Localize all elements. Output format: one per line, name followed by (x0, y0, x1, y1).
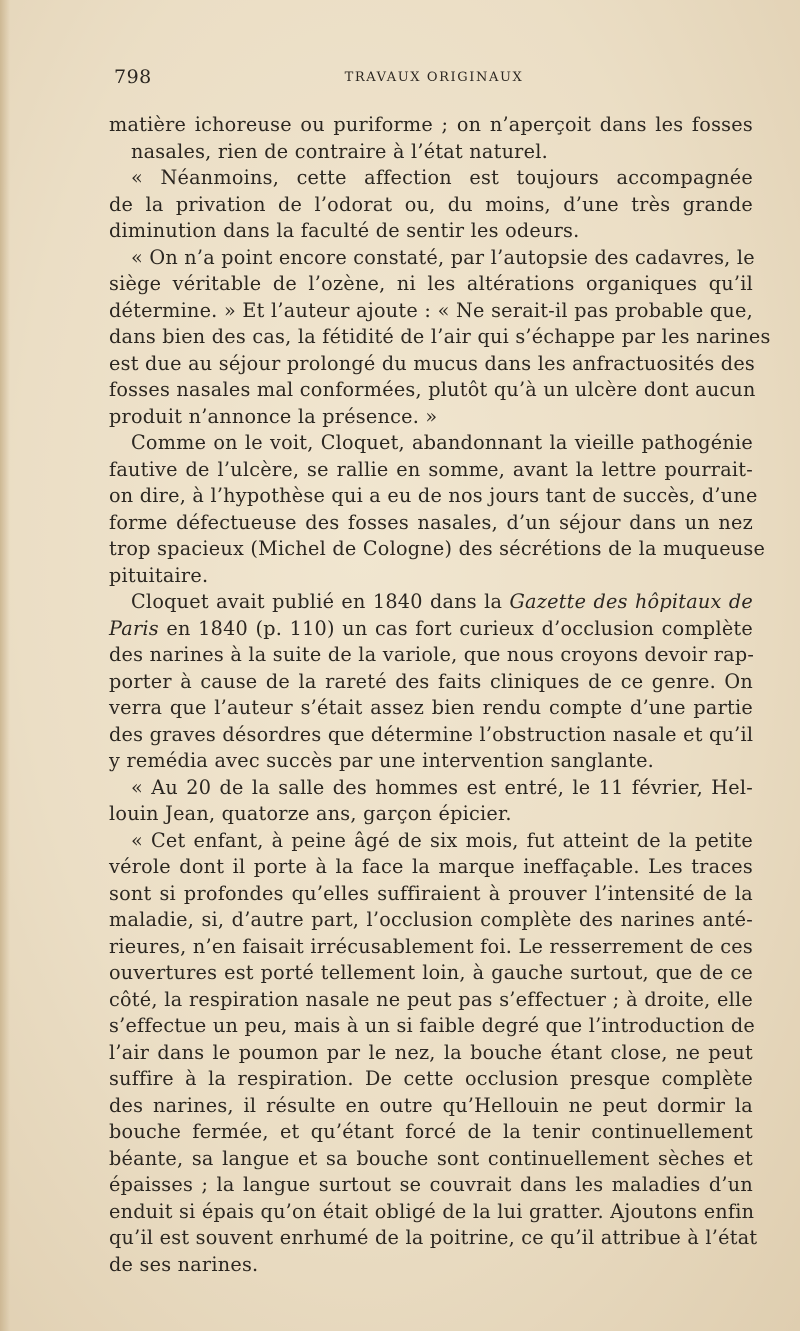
text-line: vérole dont il porte à la face la marque ineffaçable. Les traces (109, 855, 753, 878)
text-line: pituitaire. (109, 563, 209, 587)
text-line: diminution dans la faculté de sentir les odeurs. (109, 219, 580, 242)
text-line: on dire, à l’hypothèse qui a eu de nos jours tant de succès, d’une (109, 484, 758, 507)
text-line: enduit si épais qu’on était obligé de la lui gratter. Ajoutons enfin (109, 1199, 755, 1223)
text-line: qu’il est souvent enrhumé de la poitrine, ce qu’il attribue à l’état (109, 1226, 758, 1249)
journal-title: Paris (109, 616, 159, 640)
text-line: fosses nasales mal conformées, plutôt qu’à un ulcère dont aucun (109, 378, 756, 401)
text-line: sont si profondes qu’elles suffiraient à prouver l’intensité de la (109, 881, 753, 905)
text-line: « Au 20 de la salle des hommes est entré, le 11 février, Hel- (131, 775, 753, 799)
text-line: épaisses ; la langue surtout se couvrait dans les maladies d’un (109, 1173, 753, 1196)
text-run: Cloquet avait publié en 1840 dans la (131, 590, 510, 613)
text-line: des narines, il résulte en outre qu’Hellouin ne peut dormir la (109, 1093, 753, 1117)
text-line: l’air dans le poumon par le nez, la bouche étant close, ne peut (109, 1040, 753, 1064)
body-text (109, 112, 771, 1278)
running-title: TRAVAUX ORIGINAUX (344, 70, 524, 85)
text-line: siège véritable de l’ozène, ni les altérations organiques qu’il (109, 272, 753, 295)
text-line: ouvertures est porté tellement loin, à gauche surtout, que de ce (109, 961, 753, 984)
text-line: de ses narines. (109, 1252, 259, 1276)
page-edge-shadow (0, 0, 10, 1331)
text-line (109, 616, 753, 643)
text-line: porter à cause de la rareté des faits cliniques de ce genre. On (109, 669, 753, 693)
text-line: produit n’annonce la présence. » (109, 404, 438, 428)
text-line: trop spacieux (Michel de Cologne) des sécrétions de la muqueuse (109, 537, 766, 560)
text-line (109, 589, 753, 616)
text-line: louin Jean, quatorze ans, garçon épicier. (109, 802, 512, 825)
text-line: béante, sa langue et sa bouche sont continuellement sèches et (109, 1146, 753, 1170)
text-line: verra que l’auteur s’était assez bien rendu compte d’une partie (109, 696, 753, 719)
text-line: de la privation de l’odorat ou, du moins, d’une très grande (109, 192, 753, 216)
text-line: des narines à la suite de la variole, que nous croyons devoir rap- (109, 643, 755, 666)
text-line: nasales, rien de contraire à l’état naturel. (131, 139, 548, 163)
text-line: Comme on le voit, Cloquet, abandonnant la vieille pathogénie (131, 431, 753, 454)
text-line: fautive de l’ulcère, se rallie en somme, avant la lettre pourrait- (109, 457, 753, 481)
text-line: dans bien des cas, la fétidité de l’air qui s’échappe par les narines (109, 325, 771, 348)
text-line: des graves désordres que détermine l’obstruction nasale et qu’il (109, 722, 754, 746)
text-line: matière ichoreuse ou puriforme ; on n’aperçoit dans les fosses (109, 113, 753, 136)
text-line: s’effectue un peu, mais à un si faible degré que l’introduction de (109, 1014, 756, 1037)
text-line: maladie, si, d’autre part, l’occlusion complète des narines anté- (109, 908, 753, 931)
text-line: est due au séjour prolongé du mucus dans les anfractuosités des (109, 351, 756, 375)
text-line: suffire à la respiration. De cette occlusion presque complète (109, 1067, 753, 1090)
text-line: « Néanmoins, cette affection est toujours accompagnée (131, 166, 753, 189)
text-run: en 1840 (p. 110) un cas fort curieux d’occlusion complète (158, 616, 753, 640)
page-number: 798 (114, 66, 152, 88)
text-line: forme défectueuse des fosses nasales, d’un séjour dans un nez (109, 510, 753, 534)
text-line: y remédia avec succès par une intervention sanglante. (109, 749, 655, 772)
text-line: détermine. » Et l’auteur ajoute : « Ne serait-il pas probable que, (109, 298, 753, 322)
running-header (114, 66, 754, 94)
journal-title: Gazette des hôpitaux de (509, 590, 753, 613)
text-line: côté, la respiration nasale ne peut pas s’effectuer ; à droite, elle (109, 987, 753, 1011)
text-line: « Cet enfant, à peine âgé de six mois, fut atteint de la petite (131, 828, 753, 852)
text-line: bouche fermée, et qu’étant forcé de la tenir continuellement (109, 1120, 753, 1143)
text-line: rieures, n’en faisait irrécusablement foi. Le resserrement de ces (109, 934, 753, 958)
text-line: « On n’a point encore constaté, par l’autopsie des cadavres, le (131, 245, 755, 269)
